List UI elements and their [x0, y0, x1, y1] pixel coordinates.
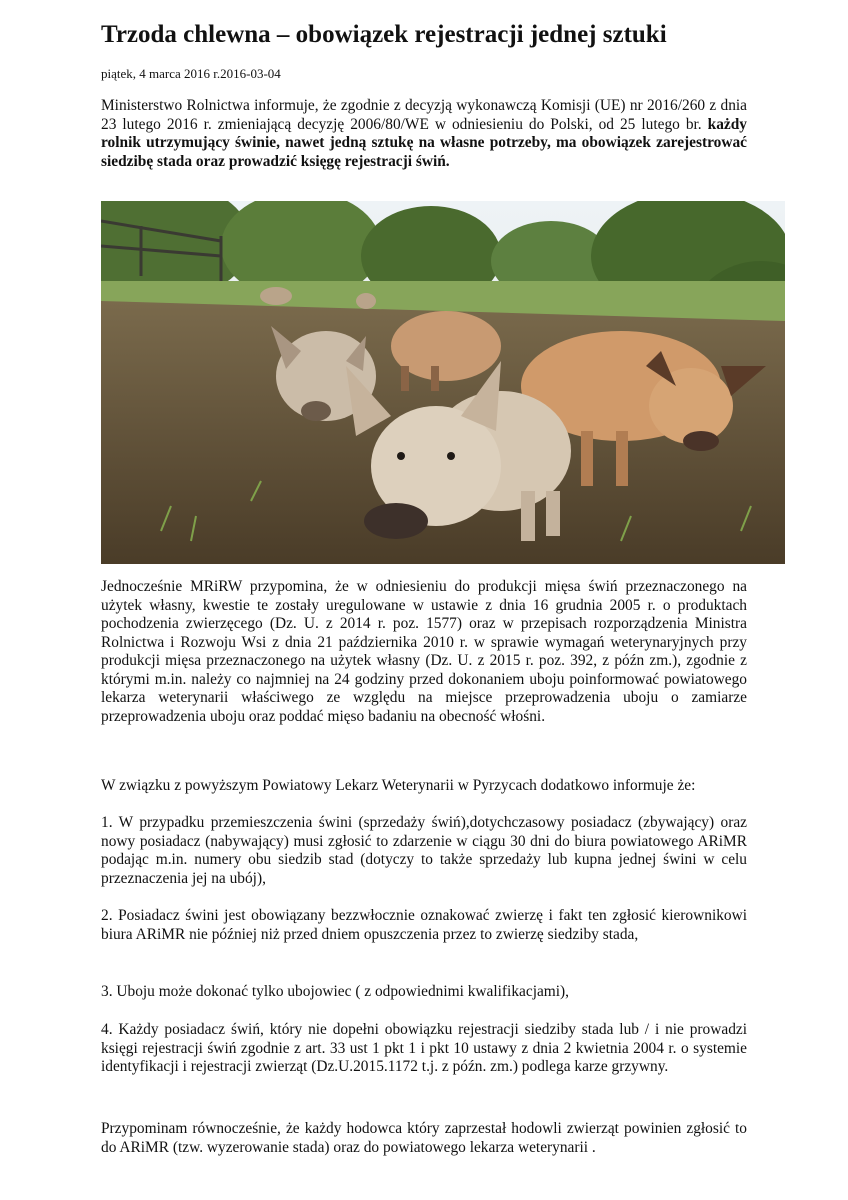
intro-bold-text: każdy rolnik utrzymujący świnie, nawet jedną sztukę na własne potrzeby, ma obowiązek zarejestrować siedzibę stada oraz prowadzić księgę rejestracji świń. [101, 115, 747, 170]
article-title: Trzoda chlewna – obowiązek rejestracji jednej sztuki [101, 21, 667, 48]
paragraph-3: W związku z powyższym Powiatowy Lekarz Weterynarii w Pyrzycach dodatkowo informuje że: [101, 777, 696, 794]
article-date: piątek, 4 marca 2016 r.2016-03-04 [101, 66, 281, 81]
intro-paragraph [101, 97, 747, 171]
pigs-photo-illustration [101, 201, 785, 564]
closing-paragraph: Przypominam równocześnie, że każdy hodowca który zaprzestał hodowli zwierząt powinien zgłosić to do ARiMR (tzw. wyzerowanie stada) oraz do powiatowego lekarza weterynarii . [101, 1120, 747, 1156]
intro-text: Ministerstwo Rolnictwa informuje, że zgodnie z decyzją wykonawczą Komisji (UE) nr 2016/260 z dnia 23 lutego 2016 r. zmieniającą decyzję 2006/80/WE w odniesieniu do Polski, od 25 lutego br. [101, 97, 747, 133]
point-4: 4. Każdy posiadacz świń, który nie dopełni obowiązku rejestracji siedziby stada lub / i nie prowadzi księgi rejestracji świń zgodnie z art. 33 ust 1 pkt 1 i pkt 10 ustawy z dnia 2 kwietnia 2004 r. o systemie identyfikacji i rejestracji zwierząt (Dz.U.2015.1172 t.j. z późn. zm.) podlega karze grzywny. [101, 1021, 747, 1075]
point-2: 2. Posiadacz świni jest obowiązany bezzwłocznie oznakować zwierzę i fakt ten zgłosić kierownikowi biura ARiMR nie później niż przed dniem opuszczenia przez to zwierzę siedziby stada, [101, 907, 747, 943]
point-3: 3. Uboju może dokonać tylko ubojowiec ( z odpowiednimi kwalifikacjami), [101, 983, 570, 1000]
point-1: 1. W przypadku przemieszczenia świni (sprzedaży świń),dotychczasowy posiadacz (zbywający) oraz nowy posiadacz (nabywający) musi zgłosić to zdarzenie w ciągu 30 dni do biura powiatowego ARiMR podając m.in. numery obu siedzib stad (dotyczy to także sprzedaży lub kupna jednej świni w celu przeznaczenia jej na ubój), [101, 814, 747, 887]
pigs-photo [101, 201, 785, 564]
paragraph-2: Jednocześnie MRiRW przypomina, że w odniesieniu do produkcji mięsa świń przeznaczonego na użytek własny, kwestie te zostały uregulowane w ustawie z dnia 16 grudnia 2005 r. o produktach pochodzenia zwierzęcego (Dz. U. z 2014 r. poz. 1577) oraz w przepisach rozporządzenia Ministra Rolnictwa i Rozwoju Wsi z dnia 21 października 2010 r. w sprawie wymagań weterynaryjnych przy produkcji mięsa przeznaczonego na użytek własny (Dz. U. z 2015 r. poz. 392, z późn zm.), zgodnie z którymi m.in. należy co najmniej na 24 godziny przed dokonaniem uboju poinformować powiatowego lekarza weterynarii właściwego ze względu na miejsce przeprowadzenia uboju o zamiarze przeprowadzenia uboju oraz poddać mięso badaniu na obecność włośni. [101, 578, 747, 725]
